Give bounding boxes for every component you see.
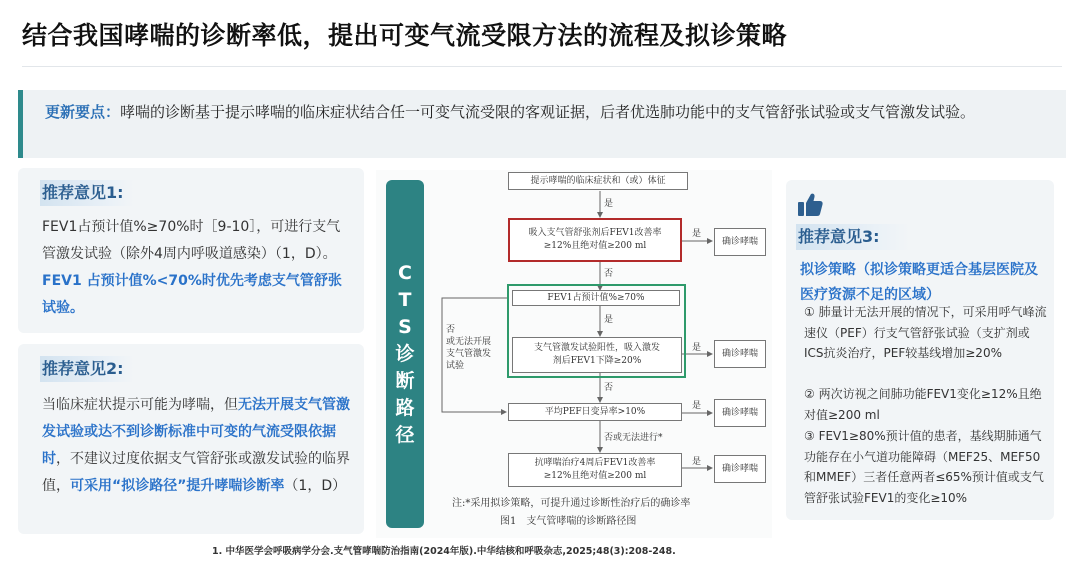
flow-start-text: 提示哮喘的临床症状和（或）体征 — [530, 175, 666, 186]
flow-note: 注:*采用拟诊策略，可提升通过诊断性治疗后的确诊率 — [452, 498, 691, 509]
flow-yes-label: 是 — [692, 457, 702, 467]
flow-bronchodilation-box — [508, 218, 682, 262]
recommendation-2-heading: 推荐意见2: — [40, 356, 134, 382]
recommendation-2-text-2: ，不建议过度依据支气管舒张或激发试验的临界值， — [42, 451, 350, 494]
flow-confirm-text: 确诊哮喘 — [721, 236, 758, 247]
recommendation-3-item: ③ FEV1≥80%预计值的患者，基线期肺通气功能存在小气道功能障碍（MEF25、MEF50和MMEF）三者任意两者≤65%预计值或支气管舒张试验FEV1的变化≥10% — [804, 429, 1044, 505]
flow-no-label: 否 — [604, 269, 614, 279]
flow-confirm-box — [714, 455, 766, 483]
cts-char: 断 — [395, 369, 415, 392]
flow-treatment-text: 抗哮喘治疗4周后FEV1改善率 ≥12%且绝对值≥200 ml — [534, 458, 656, 481]
flow-start-box — [508, 172, 688, 190]
flow-confirm-box — [714, 340, 766, 368]
flow-treatment-box — [508, 453, 682, 487]
flow-no-or-label: 否或无法进行* — [604, 433, 663, 443]
page-title: 结合我国哮喘的诊断率低，提出可变气流受限方法的流程及拟诊策略 — [22, 21, 788, 50]
flow-yes-label: 是 — [604, 315, 614, 325]
flow-no-label: 否 — [604, 383, 614, 393]
footnote-reference: 1. 中华医学会呼吸病学分会.支气管哮喘防治指南(2024年版).中华结核和呼吸杂志,2025;48(3):208-248. — [212, 546, 676, 557]
thumbs-up-icon — [796, 190, 824, 218]
flow-bronchodilation-text: 吸入支气管舒张剂后FEV1改善率 ≥12%且绝对值≥200 ml — [528, 228, 662, 251]
flow-fev1-text: FEV1占预计值%≥70% — [547, 292, 645, 303]
recommendation-3-card — [786, 180, 1054, 520]
flow-confirm-text: 确诊哮喘 — [721, 348, 758, 359]
flow-provocation-text: 支气管激发试验阳性，吸入激发 剂后FEV1下降≥20% — [533, 343, 660, 366]
cts-char: C — [398, 261, 412, 284]
recommendation-3-subtitle: 拟诊策略（拟诊策略更适合基层医院及医疗资源不足的区域） — [800, 262, 1038, 303]
flow-confirm-text: 确诊哮喘 — [721, 463, 758, 474]
flow-confirm-box — [714, 399, 766, 427]
recommendation-2-highlight-1: 无法开展支气管激发试验或达不到诊断标准中可变的气流受限依据时 — [42, 397, 350, 467]
cts-char: T — [398, 288, 412, 311]
recommendation-3-heading: 推荐意见3: — [796, 224, 910, 250]
recommendation-1-highlight: FEV1 占预计值%<70%时优先考虑支气管舒张试验。 — [42, 273, 342, 316]
recommendation-3-item: ② 两次访视之间肺功能FEV1变化≥12%且绝对值≥200 ml — [804, 387, 1042, 422]
recommendation-1-text: FEV1占预计值%≥70%时［9-10］，可进行支气管激发试验（除外4周内呼吸道感染）（1，D）。 — [42, 219, 341, 262]
cts-char: 路 — [395, 396, 415, 419]
flow-yes-label: 是 — [604, 199, 614, 209]
recommendation-3-item: ① 肺量计无法开展的情况下，可采用呼气峰流速仪（PEF）行支气管舒张试验（支扩剂或ICS抗炎治疗，PEF较基线增加≥20% — [804, 305, 1047, 360]
flow-side-note: 否 或无法开展 支气管激发 试验 — [446, 325, 492, 371]
recommendation-2-text-1: 当临床症状提示可能为哮喘，但 — [42, 397, 238, 413]
recommendation-2-text-3: （1，D） — [284, 478, 347, 494]
flow-yes-label: 是 — [692, 401, 702, 411]
update-text: 哮喘的诊断基于提示哮喘的临床症状结合任一可变气流受限的客观证据，后者优选肺功能中的支气管舒张试验或支气管激发试验。 — [120, 103, 976, 121]
cts-char: S — [398, 315, 412, 338]
flow-pef-box — [508, 403, 682, 421]
cts-char: 径 — [395, 423, 415, 446]
flow-caption: 图1 支气管哮喘的诊断路径图 — [500, 516, 637, 527]
cts-char: 诊 — [395, 342, 415, 365]
flow-confirm-text: 确诊哮喘 — [721, 407, 758, 418]
flow-yes-label: 是 — [692, 343, 702, 353]
flow-pef-text: 平均PEF日变异率>10% — [544, 406, 646, 417]
flow-fev1-box — [512, 290, 680, 306]
update-label: 更新要点： — [45, 103, 121, 121]
flow-yes-label: 是 — [692, 229, 702, 239]
flow-confirm-box — [714, 228, 766, 256]
recommendation-2-highlight-2: 可采用“拟诊路径”提升哮喘诊断率 — [70, 478, 285, 494]
recommendation-1-heading: 推荐意见1: — [40, 180, 134, 206]
flow-provocation-box — [512, 337, 682, 373]
